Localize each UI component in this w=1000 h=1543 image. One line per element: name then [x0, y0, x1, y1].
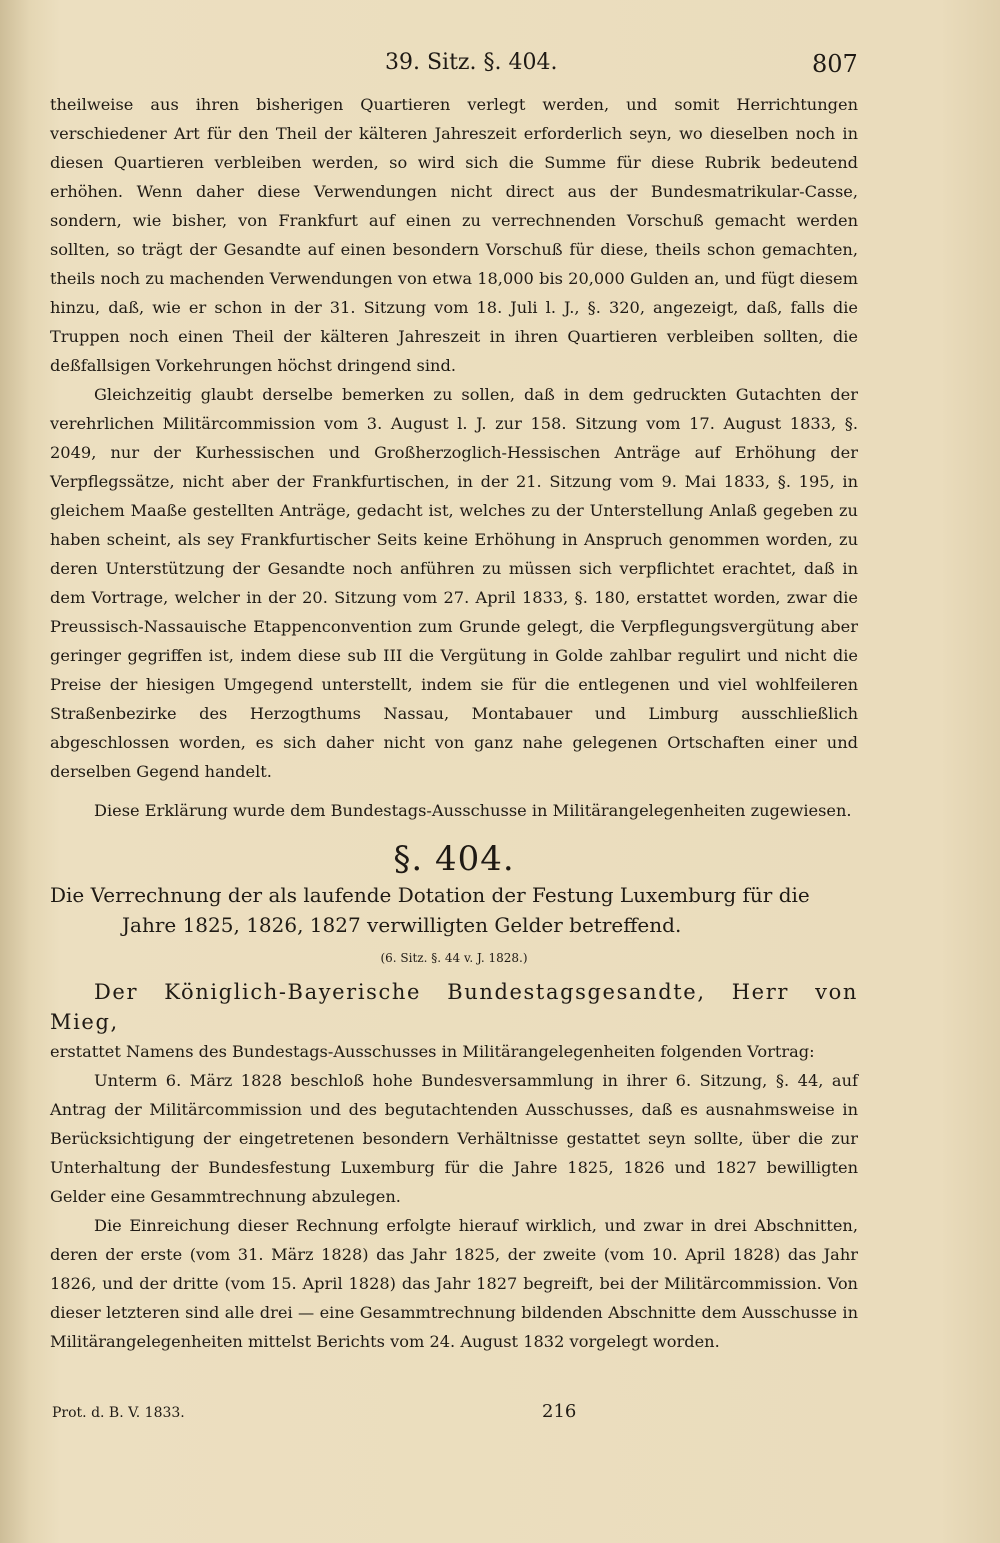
page-number: 807 [812, 50, 858, 78]
section-title-line-2: Jahre 1825, 1826, 1827 verwilligten Gelder betreffend. [122, 913, 682, 937]
page-header [0, 50, 1000, 80]
footer-source: Prot. d. B. V. 1833. [52, 1405, 185, 1421]
page-footer [0, 1401, 1000, 1429]
paragraph: Die Einreichung dieser Rechnung erfolgte hierauf wirklich, und zwar in drei Abschnitten, deren der erste (vom 31. März 1828) das Jahr 1825, der zweite (vom 10. April 1828) das Jahr 1826, und der dritte (vom 15. April 1828) das Jahr 1827 begreift, bei der Militärcommission. Von dieser letzteren sind alle drei — eine Gesammtrechnung bildenden Abschnitte dem Ausschusse in Militärangelegenheiten mittelst Berichts vom 24. August 1832 vorgelegt worden. [50, 1216, 858, 1351]
speaker-line: Der Königlich-Bayerische Bundestagsgesandte, Herr von Mieg, [50, 980, 858, 1034]
footer-signature: 216 [542, 1401, 577, 1422]
paragraph: Unterm 6. März 1828 beschloß hohe Bundesversammlung in ihrer 6. Sitzung, §. 44, auf Antrag der Militärcommission und des begutachtenden Ausschusses, daß es ausnahmsweise in Berücksichtigung der eingetretenen besondern Verhältnisse gestattet seyn sollte, über die zur Unterhaltung der Bundesfestung Luxemburg für die Jahre 1825, 1826 und 1827 bewilligten Gelder eine Gesammtrechnung abzulegen. [50, 1071, 858, 1206]
section-number: §. 404. [393, 839, 515, 879]
running-title: 39. Sitz. §. 404. [385, 50, 558, 75]
paragraph-referral: Diese Erklärung wurde dem Bundestags-Ausschusse in Militärangelegenheiten zugewiesen. [94, 801, 852, 820]
section-title-line-1: Die Verrechnung der als laufende Dotation der Festung Luxemburg für die [50, 883, 810, 907]
section-title [50, 880, 858, 940]
paragraph: Gleichzeitig glaubt derselbe bemerken zu sollen, daß in dem gedruckten Gutachten der verehrlichen Militärcommission vom 3. August l. J. zur 158. Sitzung vom 17. August 1833, §. 2049, nur der Kurhessischen und Großherzoglich-Hessischen Anträge auf Erhöhung der Verpflegssätze, nicht aber der Frankfurtischen, in der 21. Sitzung vom 9. Mai 1833, §. 195, in gleichem Maaße gestellten Anträge, gedacht ist, welches zu der Unterstellung Anlaß gegeben zu haben scheint, als sey Frankfurtischer Seits keine Erhöhung in Anspruch genommen worden, zu deren Unterstützung der Gesandte noch anführen zu müssen sich verpflichtet erachtet, daß in dem Vortrage, welcher in der 20. Sitzung vom 27. April 1833, §. 180, erstattet worden, zwar die Preussisch-Nassauische Etappenconvention zum Grunde gelegt, die Verpflegungsvergütung aber geringer gegriffen ist, indem diese sub III die Vergütung in Golde zahlbar regulirt und nicht die Preise der hiesigen Umgegend unterstellt, indem sie für die entlegenen und viel wohlfeileren Straßenbezirke des Herzogthums Nassau, Montabauer und Limburg ausschließlich abgeschlossen worden, es sich daher nicht von ganz nahe gelegenen Ortschaften einer und derselben Gegend handelt. [50, 385, 858, 781]
spacer [50, 786, 858, 796]
section-reference: (6. Sitz. §. 44 v. J. 1828.) [380, 951, 528, 965]
speaker-continuation: erstattet Namens des Bundestags-Ausschusses in Militärangelegenheiten folgenden Vortrag: [50, 1042, 815, 1061]
main-text [50, 90, 858, 1356]
paragraph-continuation: theilweise aus ihren bisherigen Quartieren verlegt werden, und somit Herrichtungen verschiedener Art für den Theil der kälteren Jahreszeit erforderlich seyn, wo dieselben noch in diesen Quartieren verbleiben werden, so wird sich die Summe für diese Rubrik bedeutend erhöhen. Wenn daher diese Verwendungen nicht direct aus der Bundesmatrikular-Casse, sondern, wie bisher, von Frankfurt auf einen zu verrechnenden Vorschuß gemacht werden sollten, so trägt der Gesandte auf einen besondern Vorschuß für diese, theils schon gemachten, theils noch zu machenden Verwendungen von etwa 18,000 bis 20,000 Gulden an, und fügt diesem hinzu, daß, wie er schon in der 31. Sitzung vom 18. Juli l. J., §. 320, angezeigt, daß, falls die Truppen noch einen Theil der kälteren Jahreszeit in ihren Quartieren verbleiben sollten, die deßfallsigen Vorkehrungen höchst dringend sind. [50, 95, 858, 375]
